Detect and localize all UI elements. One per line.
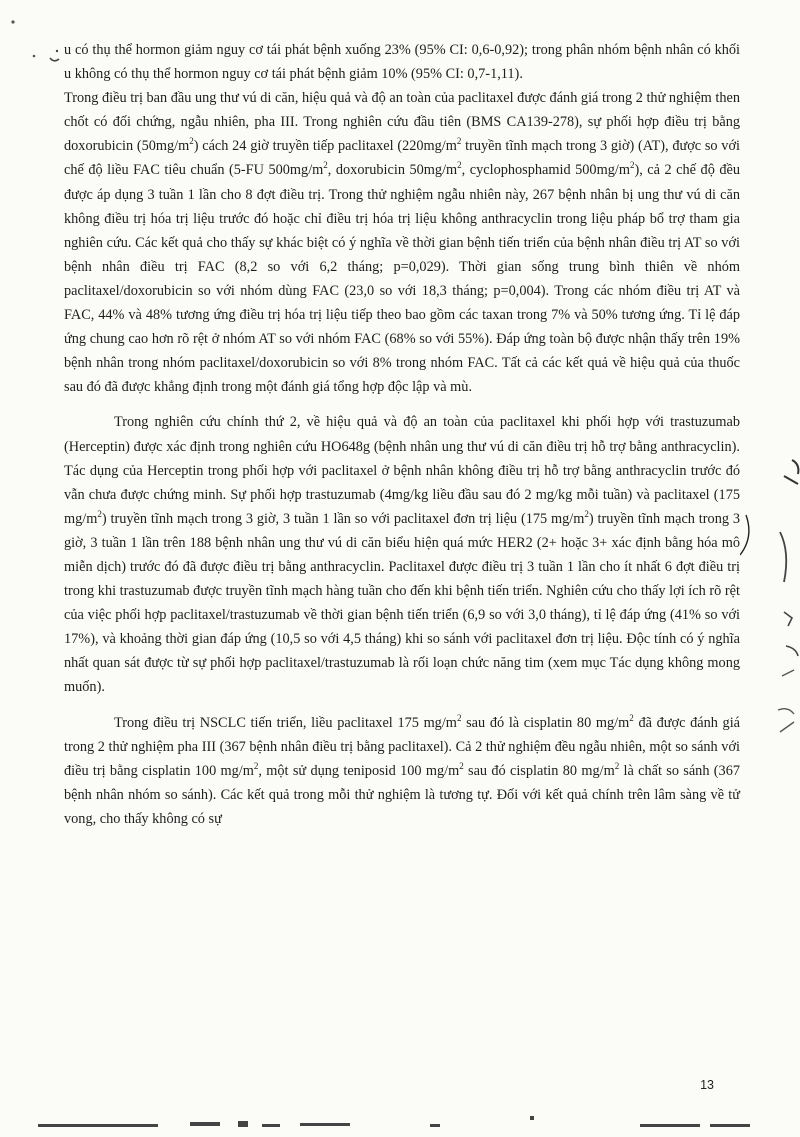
text-run: là chất so sánh (367 bệnh nhân nhóm so sánh). Các kết quả trong mỗi thử nghiệm là tương tự. Đối với kết quả chính trên lâm sàng về tử vong, cho thấy không có sự: [64, 762, 740, 827]
text-run: ) truyền tĩnh mạch trong 3 giờ, 3 tuần 1 lần so với paclitaxel đơn trị liệu (175 mg/m: [101, 510, 585, 527]
superscript: 2: [459, 760, 464, 771]
text-run: , cyclophosphamid 500mg/m: [461, 162, 630, 179]
text-run: u có thụ thể hormon giảm nguy cơ tái phát bệnh xuống 23% (95% CI: 0,6-0,92); trong phân nhóm bệnh nhân có khối u không có thụ thể hormon nguy cơ tái phát bệnh giảm 10% (95% CI: 0,7-1,11).: [64, 42, 740, 83]
superscript: 2: [456, 712, 462, 723]
document-body: [64, 38, 740, 831]
text-run: , một sử dụng teniposid 100 mg/m: [258, 762, 460, 779]
text-run: truyền tĩnh mạch trong 3 giờ) (AT), được so với chế độ liều FAC tiêu chuẩn (5-FU 500mg/m: [64, 138, 740, 179]
text-run: đã được đánh giá trong 2 thử nghiệm pha III (367 bệnh nhân điều trị bằng paclitaxel). Cả 2 thử nghiệm đều ngẫu nhiên, một so sánh với điều trị bằng cisplatin 100 mg/m: [64, 714, 741, 779]
page-number: 13: [700, 1078, 714, 1092]
text-run: Trong điều trị NSCLC tiến triển, liều paclitaxel 175 mg/m: [114, 714, 457, 731]
paragraph-nsclc: [64, 711, 740, 831]
text-run: ), cả 2 chế độ đều được áp dụng 3 tuần 1 lần cho 8 đợt điều trị. Trong thử nghiệm ngẫu nhiên này, 267 bệnh nhân bị ung thư vú di căn không điều trị hóa trị liệu trước đó hoặc chỉ điều trị hóa trị liệu không anthracyclin trong liệu pháp bổ trợ tham gia nghiên cứu. Các kết quả cho thấy sự khác biệt có ý nghĩa về thời gian bệnh tiến triển của bệnh nhân điều trị AT so với bệnh nhân điều trị FAC (8,2 so với 6,2 tháng; p=0,029). Thời gian sống trung bình thiên về nhóm paclitaxel/doxorubicin so với nhóm dùng FAC (23,0 so với 18,3 tháng; p=0,004). Trong các nhóm điều trị AT và FAC, 44% và 48% tương ứng điều trị hóa trị liệu tiếp theo bao gồm các taxan trong 7% và 50% tương ứng. Tỉ lệ đáp ứng chung cao hơn rõ rệt ở nhóm AT so với nhóm FAC (68% so với 55%). Đáp ứng toàn bộ được nhận thấy trên 19% bệnh nhân trong nhóm paclitaxel/doxorubicin so với 8% trong nhóm FAC. Tất cả các kết quả về hiệu quả của thuốc sau đó đã được khẳng định trong một đánh giá tổng hợp độc lập và mù.: [64, 162, 740, 396]
superscript: 2: [584, 509, 589, 520]
text-run: Trong điều trị ban đầu ung thư vú di căn, hiệu quả và độ an toàn của paclitaxel được đánh giá trong 2 thử nghiệm then chốt có đối chứng, ngẫu nhiên, pha III. Trong nghiên cứu đầu tiên (BMS CA139-278), sự phối hợp điều trị bằng doxorubicin (50mg/m: [64, 90, 740, 155]
text-run: sau đó cisplatin 80 mg/m: [463, 762, 615, 779]
paragraph-metastatic-breast-trials: [64, 86, 740, 399]
superscript: 2: [629, 160, 635, 171]
paragraph-herceptin-study: [64, 410, 740, 699]
text-run: , doxorubicin 50mg/m: [327, 162, 458, 179]
superscript: 2: [97, 509, 102, 520]
superscript: 2: [323, 160, 328, 171]
text-run: ) truyền tĩnh mạch trong 3 giờ, 3 tuần 1 lần trên 188 bệnh nhân ung thư vú di căn biểu hiện quá mức HER2 (2+ hoặc 3+ xác định bằng hóa mô miễn dịch) trước đó đã được điều trị bằng anthracyclin. Paclitaxel được điều trị 3 tuần 1 lần cho ít nhất 6 đợt điều trị trong khi trastuzumab được truyền tĩnh mạch hàng tuần cho đến khi bệnh tiến triển. Nghiên cứu cho thấy lợi ích rõ rệt của việc phối hợp paclitaxel/trastuzumab về thời gian bệnh tiến triển (6,9 so với 3,0 tháng), tỉ lệ đáp ứng (41% so với 17%), và khoảng thời gian đáp ứng (10,5 so với 4,5 tháng) khi so sánh với paclitaxel đơn trị liệu. Độc tính có ý nghĩa nhất quan sát được từ sự phối hợp paclitaxel/trastuzumab là rối loạn chức năng tim (xem mục Tác dụng không mong muốn).: [64, 510, 740, 696]
text-run: sau đó là cisplatin 80 mg/m: [461, 714, 630, 731]
superscript: 2: [189, 136, 194, 147]
superscript: 2: [253, 760, 259, 771]
superscript: 2: [457, 160, 462, 171]
text-run: ) cách 24 giờ truyền tiếp paclitaxel (220mg/m: [193, 138, 457, 155]
superscript: 2: [614, 760, 620, 771]
margin-stamp-fragment: [740, 440, 800, 770]
superscript: 2: [456, 136, 462, 147]
paragraph-continued: [64, 38, 740, 86]
text-run: Trong nghiên cứu chính thứ 2, về hiệu quả và độ an toàn của paclitaxel khi phối hợp với trastuzumab (Herceptin) được xác định trong nghiên cứu HO648g (bệnh nhân ung thư vú di căn điều trị hỗ trợ bằng anthracyclin). Tác dụng của Herceptin trong phối hợp với paclitaxel ở bệnh nhân không điều trị hỗ trợ bằng anthracyclin trước đó vẫn chưa được chứng minh. Sự phối hợp trastuzumab (4mg/kg liều đầu sau đó 2 mg/kg mỗi tuần) và paclitaxel (175 mg/m: [64, 414, 740, 527]
superscript: 2: [629, 712, 634, 723]
